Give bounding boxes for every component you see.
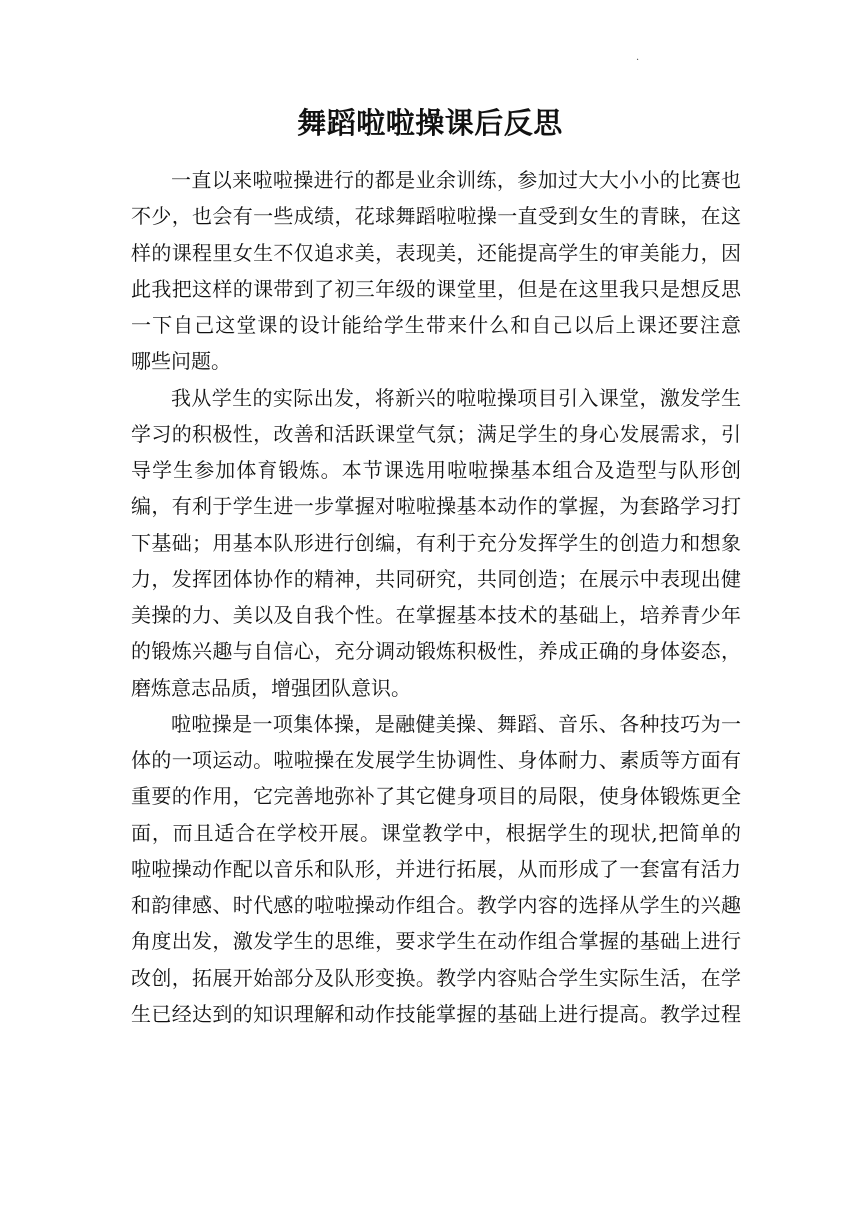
paragraph-line: 啦啦操动作配以音乐和队形，并进行拓展，从而形成了一套富有活力 (131, 856, 741, 881)
paragraph-line: 哪些问题。 (131, 349, 231, 374)
paragraph-line: 啦啦操是一项集体操，是融健美操、舞蹈、音乐、各种技巧为一 (171, 711, 741, 736)
paragraph-line: 和韵律感、时代感的啦啦操动作组合。教学内容的选择从学生的兴趣 (131, 893, 741, 917)
paragraph-line: 编，有利于学生进一步掌握对啦啦操基本动作的掌握，为套路学习打 (131, 494, 741, 519)
paragraph-line: 改创，拓展开始部分及队形变换。教学内容贴合学生实际生活，在学 (131, 965, 741, 990)
paragraph-line: 此我把这样的课带到了初三年级的课堂里，但是在这里我只是想反思 (131, 276, 741, 301)
paragraph-line: 一下自己这堂课的设计能给学生带来什么和自己以后上课还要注意 (131, 313, 741, 337)
paragraph-line: 导学生参加体育锻炼。本节课选用啦啦操基本组合及造型与队形创 (131, 458, 741, 482)
paragraph-line: 一直以来啦啦操进行的都是业余训练，参加过大大小小的比赛也 (171, 168, 741, 192)
paragraph-line: 体的一项运动。啦啦操在发展学生协调性、身体耐力、素质等方面有 (131, 748, 741, 772)
paragraph-line: 下基础；用基本队形进行创编，有利于充分发挥学生的创造力和想象 (131, 530, 741, 555)
paragraph-line: 磨炼意志品质，增强团队意识。 (131, 675, 411, 700)
document-body (131, 162, 741, 1032)
header-mark: · (636, 55, 640, 66)
paragraph-line: 生已经达到的知识理解和动作技能掌握的基础上进行提高。教学过程 (131, 1001, 741, 1026)
paragraph-2 (131, 380, 741, 706)
paragraph-line: 美操的力、美以及自我个性。在掌握基本技术的基础上，培养青少年 (131, 603, 741, 627)
paragraph-line: 学习的积极性，改善和活跃课堂气氛；满足学生的身心发展需求，引 (131, 421, 741, 446)
paragraph-line: 重要的作用，它完善地弥补了其它健身项目的局限，使身体锻炼更全 (131, 784, 741, 809)
document-title: 舞蹈啦啦操课后反思 (297, 106, 563, 140)
paragraph-line: 角度出发，激发学生的思维，要求学生在动作组合掌握的基础上进行 (131, 929, 741, 954)
paragraph-3 (131, 706, 741, 1032)
paragraph-line: 我从学生的实际出发，将新兴的啦啦操项目引入课堂，激发学生 (171, 385, 741, 410)
paragraph-line: 的锻炼兴趣与自信心，充分调动锻炼积极性，养成正确的身体姿态， (131, 639, 741, 664)
paragraph-line: 力，发挥团体协作的精神，共同研究，共同创造；在展示中表现出健 (131, 566, 741, 591)
paragraph-line: 样的课程里女生不仅追求美，表现美，还能提高学生的审美能力，因 (131, 240, 741, 265)
paragraph-line: 面，而且适合在学校开展。课堂教学中，根据学生的现状,把简单的 (131, 820, 741, 845)
paragraph-1 (131, 162, 741, 380)
paragraph-line: 不少，也会有一些成绩，花球舞蹈啦啦操一直受到女生的青睐，在这 (131, 204, 741, 229)
